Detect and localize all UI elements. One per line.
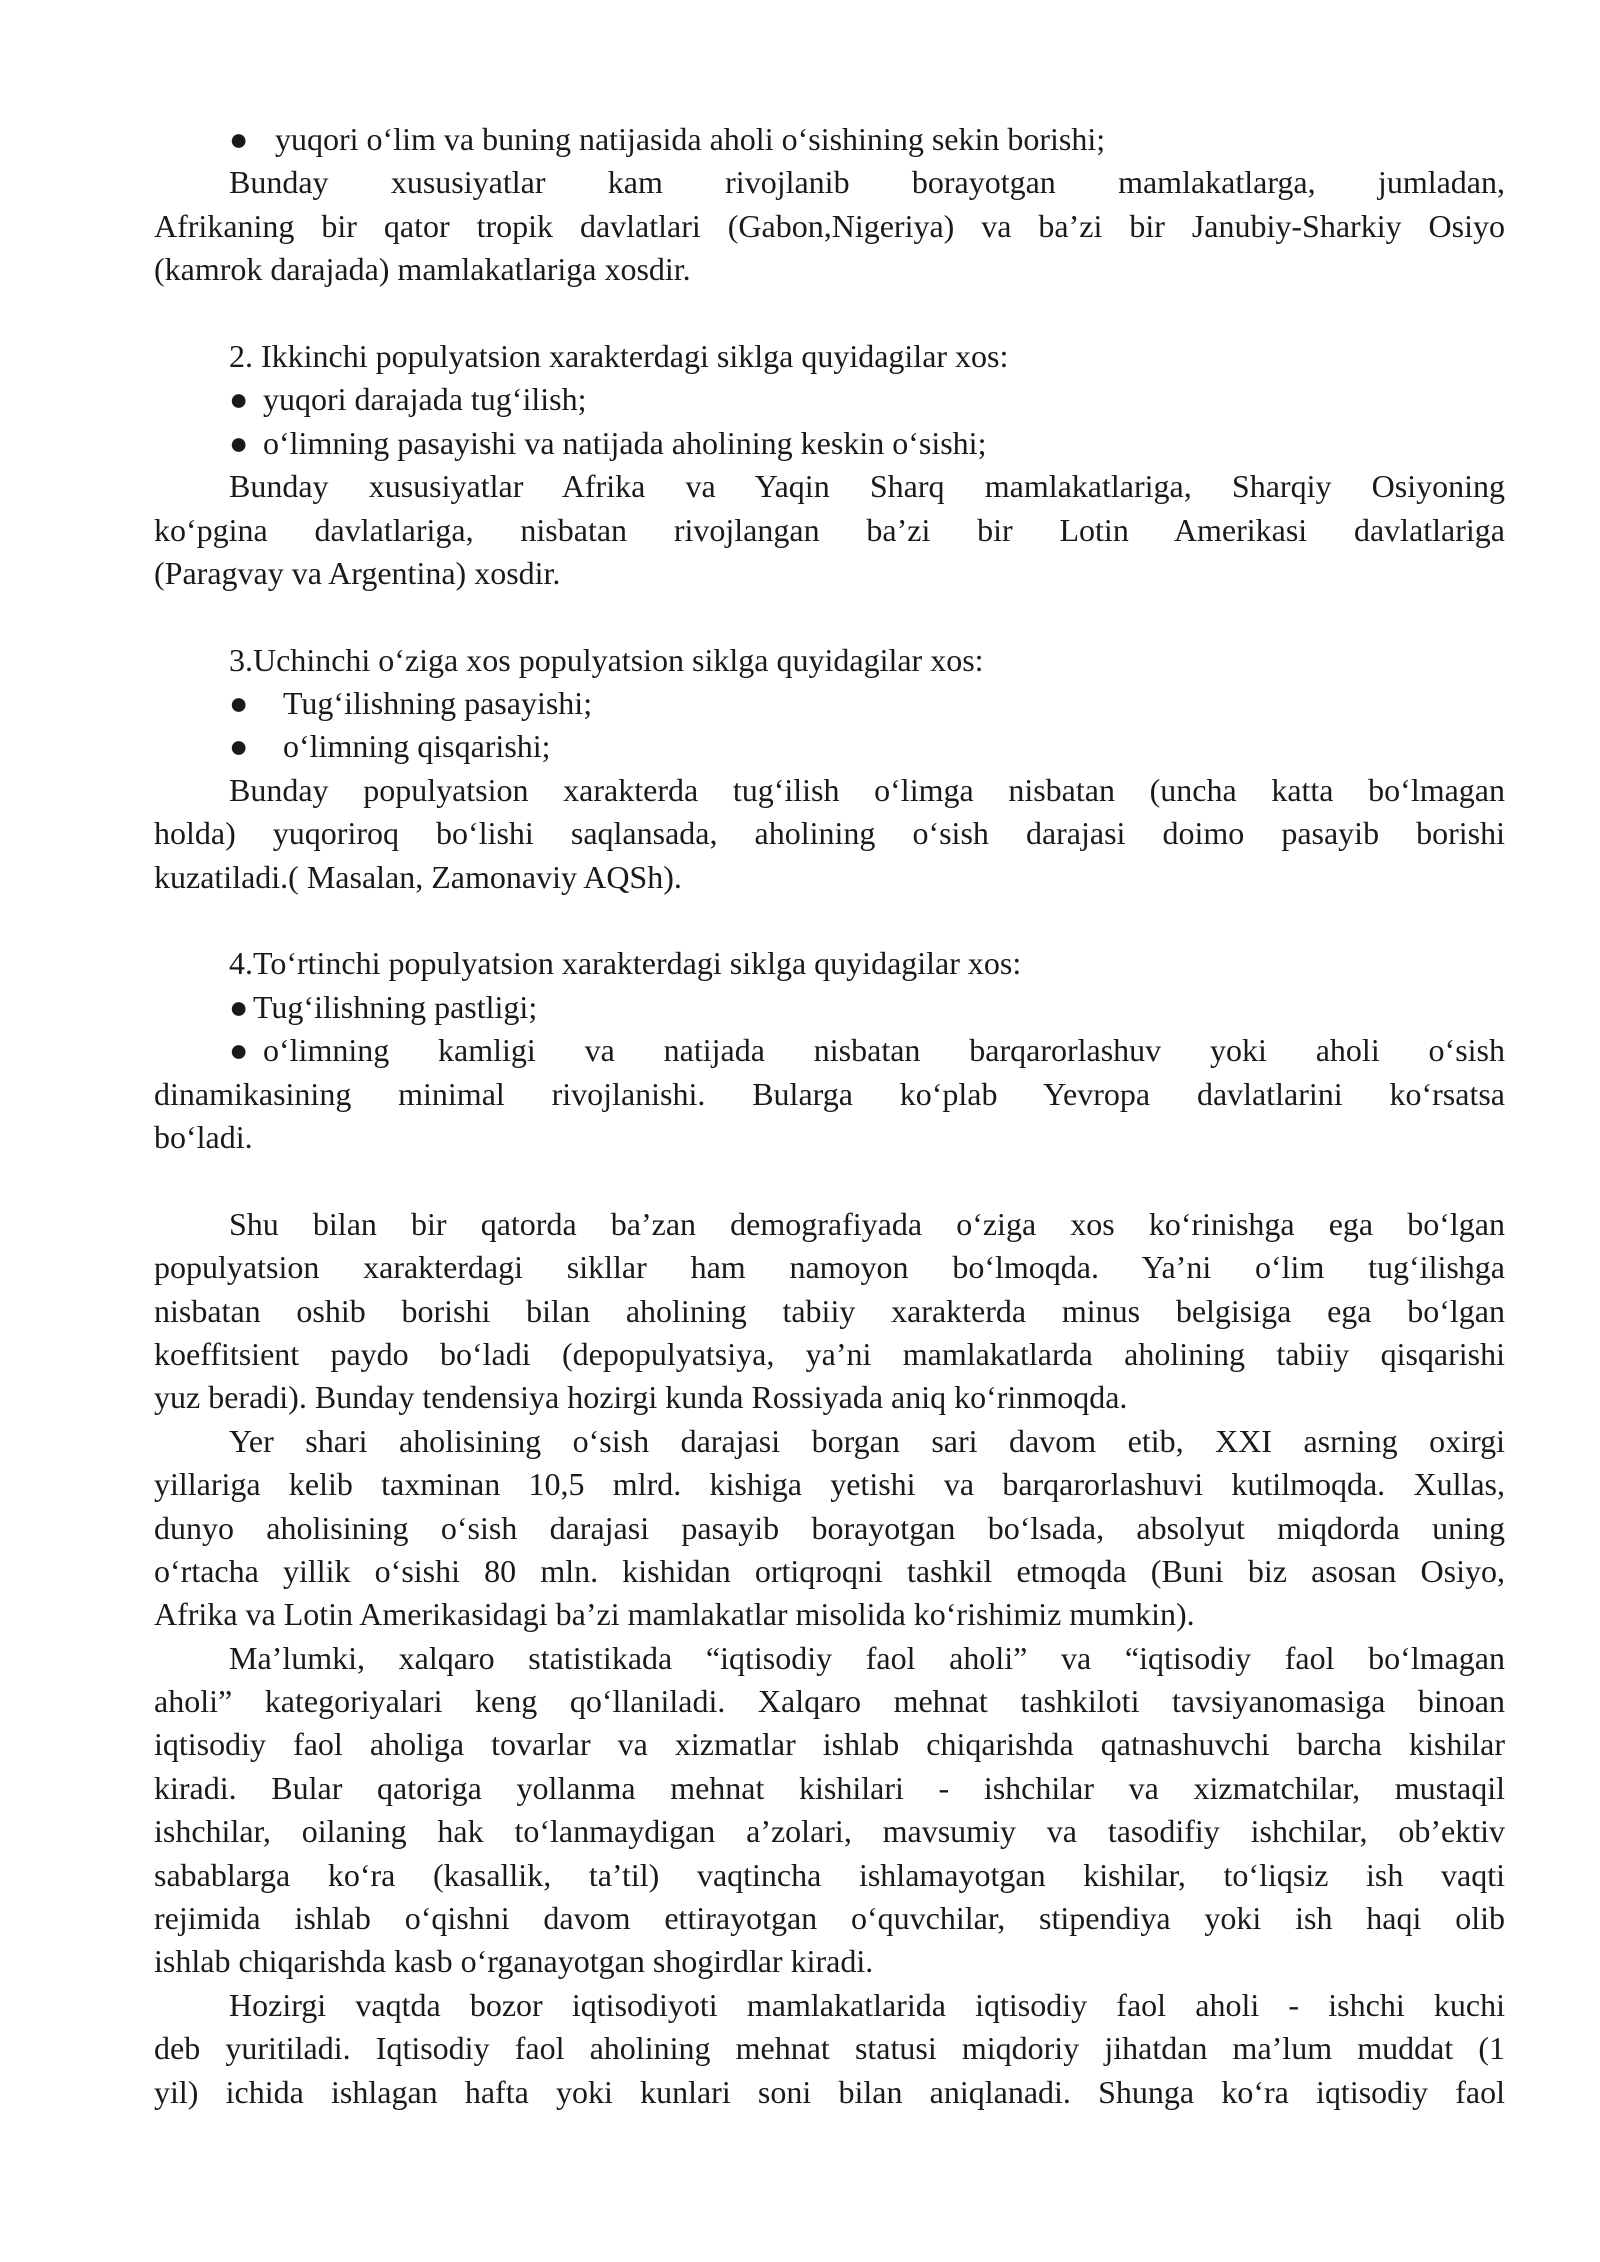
paragraph-line: Afrika va Lotin Amerikasidagi ba’zi mamlakatlar misolida ko‘rishimiz mumkin). <box>154 1596 1195 1633</box>
paragraph-line: rejimida ishlab o‘qishni davom ettirayotgan o‘quvchilar, stipendiya yoki ish haqi olib <box>154 1900 1505 1937</box>
section-heading: 4.To‘rtinchi populyatsion xarakterdagi siklga quyidagilar xos: <box>229 945 1022 982</box>
bullet-text: Tug‘ilishning pasayishi; <box>283 685 593 722</box>
paragraph-line: Bunday xususiyatlar kam rivojlanib borayotgan mamlakatlarga, jumladan, <box>229 164 1505 201</box>
bullet-text: yuqori o‘lim va buning natijasida aholi o‘sishining sekin borishi; <box>275 121 1106 157</box>
paragraph-line: deb yuritiladi. Iqtisodiy faol aholining mehnat statusi miqdoriy jihatdan ma’lum muddat (1 <box>154 2030 1505 2067</box>
paragraph-line: ko‘pgina davlatlariga, nisbatan rivojlangan ba’zi bir Lotin Amerikasi davlatlariga <box>154 511 1505 548</box>
paragraph-line: Afrikaning bir qator tropik davlatlari (Gabon,Nigeriya) va ba’zi bir Janubiy-Sharkiy Osiyo <box>154 207 1505 244</box>
paragraph-line: o‘rtacha yillik o‘sishi 80 mln. kishidan ortiqroqni tashkil etmoqda (Buni biz asosan Osiyo, <box>154 1552 1505 1589</box>
paragraph-line: kuzatiladi.( Masalan, Zamonaviy AQSh). <box>154 858 682 895</box>
blank-line <box>154 595 1505 638</box>
list-item <box>154 422 1505 465</box>
paragraph-line: dunyo aholisining o‘sish darajasi pasayib borayotgan bo‘lsada, absolyut miqdorda uning <box>154 1509 1505 1546</box>
paragraph-line: Shu bilan bir qatorda ba’zan demografiyada o‘ziga xos ko‘rinishga ega bo‘lgan <box>229 1205 1505 1242</box>
paragraph-line: Ma’lumki, xalqaro statistikada “iqtisodiy faol aholi” va “iqtisodiy faol bo‘lmagan <box>229 1639 1505 1676</box>
paragraph-line: bo‘ladi. <box>154 1118 253 1155</box>
paragraph-line: Hozirgi vaqtda bozor iqtisodiyoti mamlakatlarida iqtisodiy faol aholi - ishchi kuchi <box>229 1986 1505 2023</box>
paragraph-line: (kamrok darajada) mamlakatlariga xosdir. <box>154 251 691 288</box>
blank-line <box>154 1159 1505 1202</box>
paragraph-line: kiradi. Bular qatoriga yollanma mehnat kishilari - ishchilar va xizmatchilar, mustaqil <box>154 1769 1505 1806</box>
paragraph-line: iqtisodiy faol aholiga tovarlar va xizmatlar ishlab chiqarishda qatnashuvchi barcha kishilar <box>154 1726 1505 1763</box>
list-item <box>154 725 1505 768</box>
paragraph-line: (Paragvay va Argentina) xosdir. <box>154 554 561 591</box>
paragraph-line: Bunday populyatsion xarakterda tug‘ilish o‘limga nisbatan (uncha katta bo‘lmagan <box>229 771 1505 808</box>
paragraph-line: ishlab chiqarishda kasb o‘rganayotgan shogirdlar kiradi. <box>154 1943 874 1980</box>
section-heading: 2. Ikkinchi populyatsion xarakterdagi siklga quyidagilar xos: <box>229 337 1009 374</box>
bullet-icon: ● <box>229 728 249 765</box>
blank-line <box>154 292 1505 335</box>
blank-line <box>154 899 1505 942</box>
paragraph-line: Bunday xususiyatlar Afrika va Yaqin Sharq mamlakatlariga, Sharqiy Osiyoning <box>229 468 1505 505</box>
paragraph-line: ishchilar, oilaning hak to‘lanmaydigan a’zolari, mavsumiy va tasodifiy ishchilar, ob’ektiv <box>154 1813 1505 1850</box>
paragraph-line: koeffitsient paydo bo‘ladi (depopulyatsiya, ya’ni mamlakatlarda aholining tabiiy qisqarishi <box>154 1335 1505 1372</box>
paragraph-line: nisbatan oshib borishi bilan aholining tabiiy xarakterda minus belgisiga ega bo‘lgan <box>154 1292 1505 1329</box>
bullet-text: Tug‘ilishning pastligi; <box>253 988 538 1025</box>
paragraph-line: yillariga kelib taxminan 10,5 mlrd. kishiga yetishi va barqarorlashuvi kutilmoqda. Xullas, <box>154 1466 1505 1503</box>
bullet-text: o‘limning pasayishi va natijada aholining keskin o‘sishi; <box>263 424 987 461</box>
list-item <box>154 118 1505 161</box>
paragraph-line: Yer shari aholisining o‘sish darajasi borgan sari davom etib, XXI asrning oxirgi <box>229 1422 1505 1459</box>
bullet-text: yuqori darajada tug‘ilish; <box>263 381 587 418</box>
paragraph-line: yuz beradi). Bunday tendensiya hozirgi kunda Rossiyada aniq ko‘rinmoqda. <box>154 1379 1128 1416</box>
paragraph-line: holda) yuqoriroq bo‘lishi saqlansada, aholining o‘sish darajasi doimo pasayib borishi <box>154 815 1505 852</box>
list-item <box>154 986 1505 1029</box>
list-item <box>154 682 1505 725</box>
list-item <box>154 1029 1505 1072</box>
bullet-icon: ● <box>229 1032 249 1069</box>
bullet-text: o‘limning qisqarishi; <box>283 728 551 765</box>
paragraph-line: populyatsion xarakterdagi sikllar ham namoyon bo‘lmoqda. Ya’ni o‘lim tug‘ilishga <box>154 1249 1505 1286</box>
paragraph-line: sabablarga ko‘ra (kasallik, ta’til) vaqtincha ishlamayotgan kishilar, to‘liqsiz ish vaqti <box>154 1856 1505 1893</box>
bullet-icon: ● <box>229 121 249 157</box>
paragraph-line: aholi” kategoriyalari keng qo‘llaniladi. Xalqaro mehnat tashkiloti tavsiyanomasiga binoan <box>154 1683 1505 1720</box>
list-item <box>154 378 1505 421</box>
document-page <box>154 118 1505 2114</box>
bullet-text: o‘limning kamligi va natijada nisbatan barqarorlashuv yoki aholi o‘sish <box>263 1032 1505 1069</box>
bullet-icon: ● <box>229 685 249 722</box>
paragraph-line: yil) ichida ishlagan hafta yoki kunlari soni bilan aniqlanadi. Shunga ko‘ra iqtisodiy faol <box>154 2073 1505 2110</box>
bullet-icon: ● <box>229 381 249 418</box>
bullet-icon: ● <box>229 988 249 1025</box>
bullet-icon: ● <box>229 424 249 461</box>
paragraph-line: dinamikasining minimal rivojlanishi. Bularga ko‘plab Yevropa davlatlarini ko‘rsatsa <box>154 1075 1505 1112</box>
section-heading: 3.Uchinchi o‘ziga xos populyatsion siklga quyidagilar xos: <box>229 641 984 678</box>
